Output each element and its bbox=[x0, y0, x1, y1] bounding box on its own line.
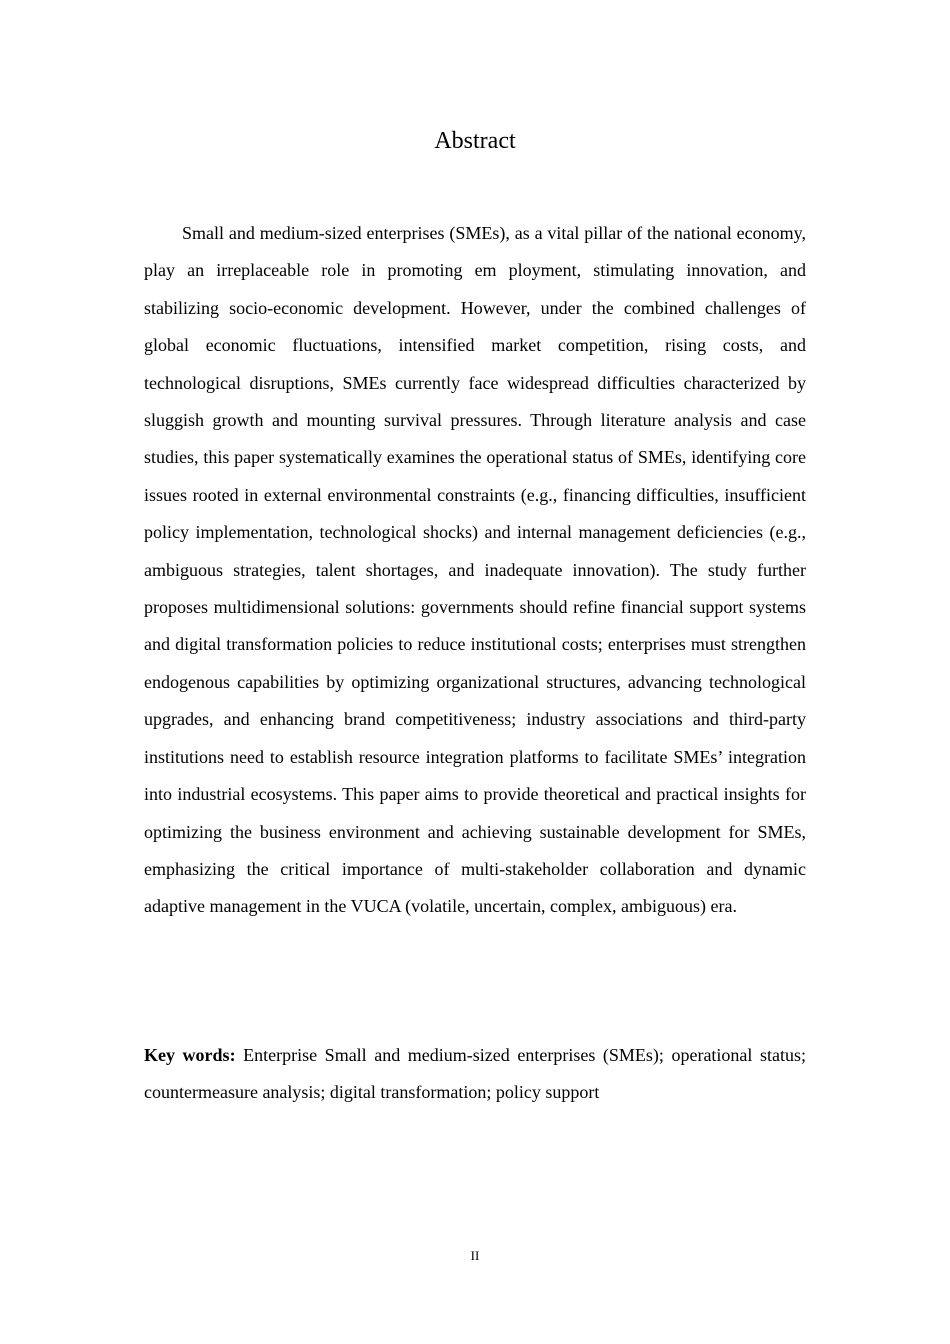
keywords-paragraph bbox=[144, 1037, 806, 1112]
page-title: Abstract bbox=[434, 128, 516, 154]
page-number: II bbox=[470, 1248, 480, 1263]
keywords-label: Key words: bbox=[144, 1045, 236, 1065]
keywords-text: Enterprise Small and medium-sized enterprises (SMEs); operational status; countermeasure analysis; digital transformation; policy support bbox=[144, 1045, 806, 1103]
abstract-paragraph: Small and medium-sized enterprises (SMEs), as a vital pillar of the national economy, play an irreplaceable role in promoting em ployment, stimulating innovation, and stabilizing socio-economic development. However, under the combined challenges of global economic fluctuations, intensified market competition, rising costs, and technological disruptions, SMEs currently face widespread difficulties characterized by sluggish growth and mounting survival pressures. Through literature analysis and case studies, this paper systematically examines the operational status of SMEs, identifying core issues rooted in external environmental constraints (e.g., financing difficulties, insufficient policy implementation, technological shocks) and internal management deficiencies (e.g., ambiguous strategies, talent shortages, and inadequate innovation). The study further proposes multidimensional solutions: governments should refine financial support systems and digital transformation policies to reduce institutional costs; enterprises must strengthen endogenous capabilities by optimizing organizational structures, advancing technological upgrades, and enhancing brand competitiveness; industry associations and third-party institutions need to establish resource integration platforms to facilitate SMEs’ integration into industrial ecosystems. This paper aims to provide theoretical and practical insights for optimizing the business environment and achieving sustainable development for SMEs, emphasizing the critical importance of multi-stakeholder collaboration and dynamic adaptive management in the VUCA (volatile, uncertain, complex, ambiguous) era. bbox=[144, 223, 806, 917]
